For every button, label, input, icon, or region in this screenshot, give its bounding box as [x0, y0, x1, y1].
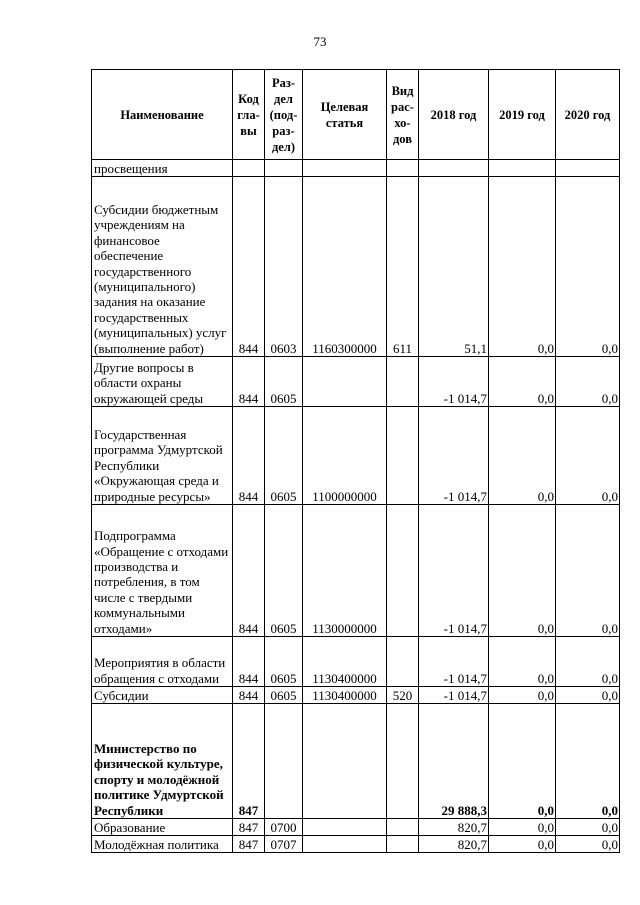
row-name: Министерство по физической культуре, спорту и молодёжной политике Удмуртской Республики: [92, 704, 233, 819]
row-chapter-code: 844: [233, 177, 265, 357]
header-section-line: дел: [274, 91, 293, 106]
row-value-2019: 0,0: [489, 836, 556, 853]
header-expense-type-line: дов: [392, 131, 412, 146]
table-row: [92, 177, 620, 357]
row-value-2018: 820,7: [419, 836, 489, 853]
row-target-article: 1100000000: [303, 407, 387, 505]
table-row: [92, 704, 620, 819]
row-value-2018: [419, 160, 489, 177]
table-row: [92, 407, 620, 505]
header-year-2018: 2018 год: [419, 70, 489, 160]
row-name: Молодёжная политика: [92, 836, 233, 853]
row-target-article: [303, 836, 387, 853]
row-value-2018: -1 014,7: [419, 637, 489, 687]
row-chapter-code: 847: [233, 836, 265, 853]
row-name: Мероприятия в области обращения с отходами: [92, 637, 233, 687]
row-chapter-code: [233, 160, 265, 177]
row-value-2018: 29 888,3: [419, 704, 489, 819]
row-value-2020: 0,0: [556, 407, 620, 505]
row-expense-type: [387, 637, 419, 687]
row-name: Другие вопросы в области охраны окружающей среды: [92, 357, 233, 407]
row-expense-type: [387, 704, 419, 819]
row-name: просвещения: [92, 160, 233, 177]
row-name: Подпрограмма «Обращение с отходами производства и потребления, в том числе с твердыми коммунальными отходами»: [92, 505, 233, 637]
row-value-2020: 0,0: [556, 637, 620, 687]
table-row: [92, 357, 620, 407]
row-section: 0605: [265, 687, 303, 704]
row-value-2019: 0,0: [489, 407, 556, 505]
row-section: 0605: [265, 407, 303, 505]
header-chapter-code-line: гла-: [237, 107, 260, 122]
row-section: 0605: [265, 505, 303, 637]
row-expense-type: [387, 357, 419, 407]
row-value-2019: 0,0: [489, 505, 556, 637]
row-value-2018: -1 014,7: [419, 357, 489, 407]
row-value-2020: 0,0: [556, 505, 620, 637]
row-target-article: [303, 357, 387, 407]
header-expense-type-line: хо-: [394, 115, 411, 130]
header-chapter-code-line: вы: [240, 123, 257, 138]
row-expense-type: 520: [387, 687, 419, 704]
row-value-2018: 51,1: [419, 177, 489, 357]
table-row: [92, 160, 620, 177]
row-name: Субсидии бюджетным учреждениям на финансовое обеспечение государственного (муниципального) задания на оказание государственных (муниципальных) услуг (выполнение работ): [92, 177, 233, 357]
header-expense-type-line: рас-: [391, 99, 414, 114]
row-name: Субсидии: [92, 687, 233, 704]
header-expense-type: [387, 70, 419, 160]
budget-table: [91, 69, 620, 853]
row-target-article: [303, 819, 387, 836]
header-section-line: дел): [271, 139, 296, 154]
row-target-article: [303, 704, 387, 819]
row-target-article: 1130000000: [303, 505, 387, 637]
row-chapter-code: 847: [233, 704, 265, 819]
row-value-2020: [556, 160, 620, 177]
header-section-line: Раз-: [271, 75, 296, 90]
row-section: [265, 160, 303, 177]
row-target-article: 1130400000: [303, 687, 387, 704]
row-section: 0707: [265, 836, 303, 853]
row-expense-type: 611: [387, 177, 419, 357]
row-section: 0700: [265, 819, 303, 836]
header-chapter-code-line: Код: [238, 91, 259, 106]
row-value-2019: 0,0: [489, 357, 556, 407]
row-value-2019: 0,0: [489, 819, 556, 836]
row-value-2020: 0,0: [556, 177, 620, 357]
row-expense-type: [387, 407, 419, 505]
row-value-2018: -1 014,7: [419, 407, 489, 505]
table-row: [92, 505, 620, 637]
row-value-2020: 0,0: [556, 704, 620, 819]
row-value-2019: [489, 160, 556, 177]
row-value-2019: 0,0: [489, 637, 556, 687]
row-section: 0605: [265, 637, 303, 687]
table-row: [92, 687, 620, 704]
header-year-2020: 2020 год: [556, 70, 620, 160]
row-chapter-code: 844: [233, 687, 265, 704]
header-section: [265, 70, 303, 160]
row-target-article: [303, 160, 387, 177]
table-row: [92, 836, 620, 853]
row-expense-type: [387, 160, 419, 177]
row-expense-type: [387, 505, 419, 637]
header-year-2019: 2019 год: [489, 70, 556, 160]
header-section-line: (под-: [269, 107, 298, 122]
header-target-article-line: статья: [325, 115, 364, 130]
row-target-article: 1160300000: [303, 177, 387, 357]
table-body: [92, 160, 620, 853]
row-expense-type: [387, 836, 419, 853]
row-chapter-code: 847: [233, 819, 265, 836]
row-name: Образование: [92, 819, 233, 836]
row-name: Государственная программа Удмуртской Республики «Окружающая среда и природные ресурсы»: [92, 407, 233, 505]
table-row: [92, 637, 620, 687]
header-expense-type-line: Вид: [391, 83, 414, 98]
table-header-row: [92, 70, 620, 160]
page-number: 73: [313, 34, 327, 49]
row-value-2018: 820,7: [419, 819, 489, 836]
header-chapter-code: [233, 70, 265, 160]
row-value-2019: 0,0: [489, 687, 556, 704]
row-value-2020: 0,0: [556, 687, 620, 704]
row-section: 0603: [265, 177, 303, 357]
row-value-2020: 0,0: [556, 819, 620, 836]
row-expense-type: [387, 819, 419, 836]
row-chapter-code: 844: [233, 505, 265, 637]
header-section-line: раз-: [272, 123, 295, 138]
row-value-2019: 0,0: [489, 704, 556, 819]
header-target-article-line: Целевая: [320, 99, 369, 114]
row-section: [265, 704, 303, 819]
row-value-2018: -1 014,7: [419, 687, 489, 704]
row-value-2018: -1 014,7: [419, 505, 489, 637]
row-chapter-code: 844: [233, 637, 265, 687]
row-section: 0605: [265, 357, 303, 407]
row-chapter-code: 844: [233, 357, 265, 407]
row-value-2020: 0,0: [556, 357, 620, 407]
row-chapter-code: 844: [233, 407, 265, 505]
header-name: Наименование: [92, 70, 233, 160]
row-value-2020: 0,0: [556, 836, 620, 853]
row-value-2019: 0,0: [489, 177, 556, 357]
table-row: [92, 819, 620, 836]
header-target-article: [303, 70, 387, 160]
row-target-article: 1130400000: [303, 637, 387, 687]
